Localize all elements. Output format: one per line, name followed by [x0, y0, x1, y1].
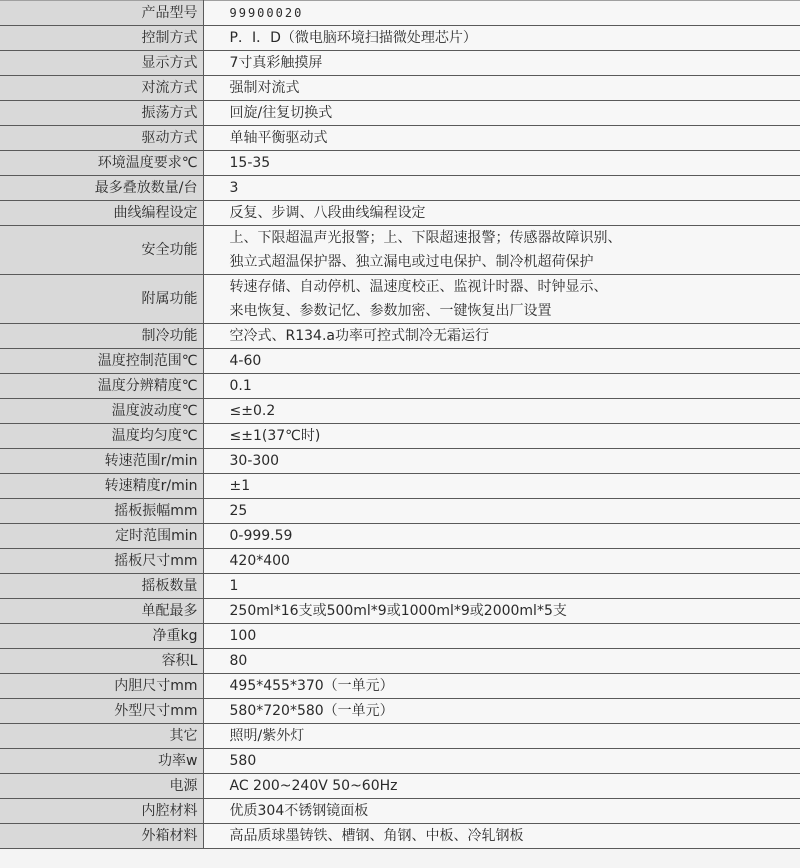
- spec-row: [0, 324, 800, 349]
- spec-value-line: 强制对流式: [229, 80, 300, 96]
- spec-label: 控制方式: [0, 26, 203, 51]
- spec-row: [0, 349, 800, 374]
- spec-label: 环境温度要求℃: [0, 151, 203, 176]
- spec-row: [0, 774, 800, 799]
- spec-label: 摇板振幅mm: [0, 499, 203, 524]
- spec-value: [203, 201, 800, 226]
- spec-label: 转速精度r/min: [0, 474, 203, 499]
- spec-value: [203, 399, 800, 424]
- spec-label: 容积L: [0, 649, 203, 674]
- spec-value: [203, 275, 800, 324]
- spec-value: [203, 649, 800, 674]
- spec-value: [203, 499, 800, 524]
- spec-label: 净重kg: [0, 624, 203, 649]
- spec-row: [0, 151, 800, 176]
- spec-value: [203, 549, 800, 574]
- spec-label: 功率w: [0, 749, 203, 774]
- spec-label: 振荡方式: [0, 101, 203, 126]
- spec-value-line: 495*455*370（一单元）: [229, 678, 394, 694]
- spec-value: [203, 126, 800, 151]
- spec-value: [203, 424, 800, 449]
- spec-label: 内腔材料: [0, 799, 203, 824]
- spec-value: [203, 374, 800, 399]
- spec-label: 单配最多: [0, 599, 203, 624]
- spec-value-line: ≤±0.2: [229, 403, 276, 419]
- spec-value: [203, 51, 800, 76]
- spec-row: [0, 599, 800, 624]
- spec-label: 温度均匀度℃: [0, 424, 203, 449]
- spec-label: 摇板尺寸mm: [0, 549, 203, 574]
- spec-row: [0, 799, 800, 824]
- spec-label: 制冷功能: [0, 324, 203, 349]
- spec-value: [203, 226, 800, 275]
- spec-row: [0, 1, 800, 26]
- spec-row: [0, 424, 800, 449]
- spec-table-body: [0, 1, 800, 849]
- spec-row: [0, 51, 800, 76]
- spec-row: [0, 275, 800, 324]
- spec-value-line: 250ml*16支或500ml*9或1000ml*9或2000ml*5支: [229, 603, 567, 619]
- spec-value: [203, 724, 800, 749]
- spec-row: [0, 549, 800, 574]
- spec-row: [0, 126, 800, 151]
- spec-label: 产品型号: [0, 1, 203, 26]
- spec-value-line: 空冷式、R134.a功率可控式制冷无霜运行: [229, 328, 489, 344]
- spec-label: 电源: [0, 774, 203, 799]
- spec-value-line: 7寸真彩触摸屏: [229, 55, 323, 71]
- spec-value: [203, 599, 800, 624]
- spec-row: [0, 624, 800, 649]
- spec-value-line: 优质304不锈钢镜面板: [229, 803, 369, 819]
- spec-value: [203, 624, 800, 649]
- spec-value: [203, 324, 800, 349]
- spec-row: [0, 176, 800, 201]
- spec-value-line: 25: [229, 503, 248, 519]
- spec-value: [203, 474, 800, 499]
- spec-value-line: 上、下限超温声光报警；上、下限超速报警；传感器故障识别、: [229, 230, 622, 246]
- spec-row: [0, 724, 800, 749]
- spec-value: [203, 799, 800, 824]
- spec-value-line: 4-60: [229, 353, 262, 369]
- spec-row: [0, 201, 800, 226]
- spec-value: [203, 824, 800, 849]
- spec-value-line: 580: [229, 753, 257, 769]
- spec-row: [0, 499, 800, 524]
- spec-label: 内胆尺寸mm: [0, 674, 203, 699]
- spec-value-line: 来电恢复、参数记忆、参数加密、一键恢复出厂设置: [229, 303, 552, 319]
- spec-value-line: 0-999.59: [229, 528, 293, 544]
- spec-value-line: 3: [229, 180, 239, 196]
- spec-row: [0, 449, 800, 474]
- spec-value: [203, 176, 800, 201]
- spec-label: 显示方式: [0, 51, 203, 76]
- spec-row: [0, 474, 800, 499]
- spec-value-line: 80: [229, 653, 248, 669]
- spec-value-line: 30-300: [229, 453, 280, 469]
- spec-value-line: ±1: [229, 478, 251, 494]
- spec-value-line: 15-35: [229, 155, 271, 171]
- spec-label: 外型尺寸mm: [0, 699, 203, 724]
- spec-value: [203, 674, 800, 699]
- spec-row: [0, 574, 800, 599]
- spec-value-line: 回旋/往复切换式: [229, 105, 333, 121]
- spec-value: [203, 349, 800, 374]
- spec-label: 定时范围min: [0, 524, 203, 549]
- spec-value: [203, 749, 800, 774]
- spec-value: [203, 524, 800, 549]
- spec-label: 其它: [0, 724, 203, 749]
- spec-value-line: 转速存储、自动停机、温速度校正、监视计时器、时钟显示、: [229, 279, 608, 295]
- spec-label: 温度控制范围℃: [0, 349, 203, 374]
- spec-row: [0, 101, 800, 126]
- spec-label: 附属功能: [0, 275, 203, 324]
- spec-value: [203, 151, 800, 176]
- spec-value-line: 1: [229, 578, 239, 594]
- spec-value: [203, 574, 800, 599]
- spec-row: [0, 399, 800, 424]
- spec-label: 对流方式: [0, 76, 203, 101]
- spec-value-line: 独立式超温保护器、独立漏电或过电保护、制冷机超荷保护: [229, 254, 594, 270]
- spec-value-line: 100: [229, 628, 257, 644]
- spec-value: [203, 699, 800, 724]
- spec-value-line: 0.1: [229, 378, 252, 394]
- spec-row: [0, 699, 800, 724]
- spec-value-line: 420*400: [229, 553, 290, 569]
- spec-label: 最多叠放数量/台: [0, 176, 203, 201]
- spec-row: [0, 226, 800, 275]
- spec-value-line: AC 200~240V 50~60Hz: [229, 778, 398, 794]
- spec-value-line: 高品质球墨铸铁、槽钢、角钢、中板、冷轧钢板: [229, 828, 524, 844]
- spec-value: [203, 449, 800, 474]
- spec-value: [203, 1, 800, 26]
- spec-row: [0, 749, 800, 774]
- spec-label: 驱动方式: [0, 126, 203, 151]
- spec-value-line: 580*720*580（一单元）: [229, 703, 394, 719]
- spec-label: 转速范围r/min: [0, 449, 203, 474]
- spec-row: [0, 674, 800, 699]
- spec-row: [0, 524, 800, 549]
- spec-row: [0, 649, 800, 674]
- spec-value-line: 照明/紫外灯: [229, 728, 305, 744]
- spec-value: [203, 774, 800, 799]
- spec-row: [0, 824, 800, 849]
- spec-label: 曲线编程设定: [0, 201, 203, 226]
- spec-label: 外箱材料: [0, 824, 203, 849]
- spec-label: 安全功能: [0, 226, 203, 275]
- spec-value: [203, 26, 800, 51]
- spec-value: [203, 76, 800, 101]
- spec-row: [0, 374, 800, 399]
- spec-label: 温度分辨精度℃: [0, 374, 203, 399]
- spec-value-line: 单轴平衡驱动式: [229, 130, 328, 146]
- spec-value-line: ≤±1(37℃时): [229, 428, 321, 444]
- spec-label: 温度波动度℃: [0, 399, 203, 424]
- spec-value: [203, 101, 800, 126]
- spec-row: [0, 26, 800, 51]
- spec-value-line: P．I．D（微电脑环境扫描微处理芯片）: [229, 30, 477, 46]
- spec-label: 摇板数量: [0, 574, 203, 599]
- spec-row: [0, 76, 800, 101]
- spec-value-line: 99900020: [229, 6, 304, 20]
- spec-value-line: 反复、步调、八段曲线编程设定: [229, 205, 426, 221]
